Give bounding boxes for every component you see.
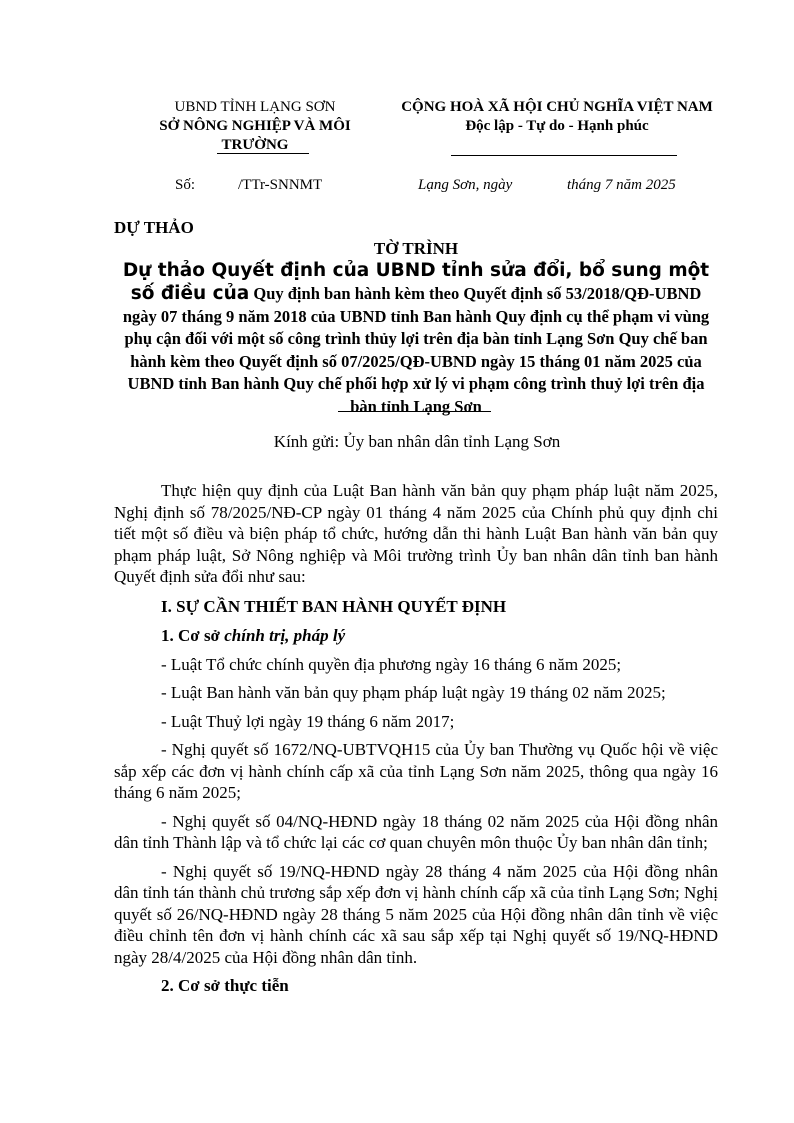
nation-name: CỘNG HOÀ XÃ HỘI CHỦ NGHĨA VIỆT NAM [401,99,713,115]
agency-underline [217,153,309,154]
subsection-heading [114,625,718,647]
subsection-number: 1. Cơ sở [161,625,225,645]
agency-parent: UBND TỈNH LẠNG SƠN [174,99,336,115]
subsection-title: chính trị, pháp lý [224,625,346,645]
doc-body [114,480,718,997]
list-item: - Luật Ban hành văn bản quy phạm pháp luật ngày 19 tháng 02 năm 2025; [161,683,666,702]
doc-date: tháng 7 năm 2025 [567,177,676,193]
subsection-heading: 2. Cơ sở thực tiễn [161,976,289,995]
list-item: - Nghị quyết số 19/NQ-HĐND ngày 28 tháng 4 năm 2025 của Hội đồng nhân dân tỉnh tán thành chủ trương sắp xếp đơn vị hành chính cấp xã của tỉnh Lạng Sơn; Nghị quyết số 26/NQ-HĐND ngày 28 tháng 5 năm 2025 của Hội đồng nhân dân tỉnh về việc điều chỉnh tên đơn vị hành chính các xã sau sắp xếp tại Nghị quyết số 19/NQ-HĐND ngày 28/4/2025 của Hội đồng nhân dân tỉnh. [114,861,718,967]
doc-subtitle [114,259,718,418]
recipient-line: Kính gửi: Ủy ban nhân dân tỉnh Lạng Sơn [273,432,561,451]
subtitle-underline [338,411,491,412]
doc-number-label: Số: [175,177,196,193]
list-item: - Nghị quyết số 1672/NQ-UBTVQH15 của Ủy ban Thường vụ Quốc hội về việc sắp xếp các đơn vị hành chính cấp xã của tỉnh Lạng Sơn năm 2025, thông qua ngày 16 tháng 6 năm 2025; [114,740,718,802]
subtitle-main: Dự thảo Quyết định của UBND tỉnh sửa đổi, bổ sung một số điều của [122,260,710,304]
doc-date-place: Lạng Sơn, ngày [418,177,513,193]
doc-number: /TTr-SNNMT [238,177,323,193]
doc-title: TỜ TRÌNH [373,239,459,258]
list-item: - Luật Thuỷ lợi ngày 19 tháng 6 năm 2017; [161,711,455,731]
intro-paragraph: Thực hiện quy định của Luật Ban hành văn bản quy phạm pháp luật năm 2025, Nghị định số 78/2025/NĐ-CP ngày 01 tháng 4 năm 2025 của Chính phủ quy định chi tiết một số điều và biện pháp tổ chức, hướng dẫn thi hành Luật Ban hành văn bản quy phạm pháp luật, Sở Nông nghiệp và Môi trường trình Ủy ban nhân dân tỉnh ban hành Quyết định sửa đổi như sau: [114,481,718,586]
section-heading: I. SỰ CẦN THIẾT BAN HÀNH QUYẾT ĐỊNH [161,596,507,616]
motto: Độc lập - Tự do - Hạnh phúc [465,118,649,134]
motto-underline [451,155,677,156]
list-item: - Luật Tổ chức chính quyền địa phương ngày 16 tháng 6 năm 2025; [161,654,622,674]
national-motto [398,98,716,136]
agency-name: SỞ NÔNG NGHIỆP VÀ MÔI TRƯỜNG [159,118,351,153]
draft-label: DỰ THẢO [114,218,194,237]
issuing-agency [130,98,380,155]
list-item: - Nghị quyết số 04/NQ-HĐND ngày 18 tháng 02 năm 2025 của Hội đồng nhân dân tỉnh Thành lập và tổ chức lại các cơ quan chuyên môn thuộc Ủy ban nhân dân tỉnh; [114,811,718,852]
subtitle-detail: Quy định ban hành kèm theo Quyết định số 53/2018/QĐ-UBND ngày 07 tháng 9 năm 2018 của UBND tỉnh Ban hành Quy định cụ thể phạm vi vùng phụ cận đối với một số công trình thủy lợi trên địa bàn tỉnh Lạng Sơn Quy chế ban hành kèm theo Quyết định số 07/2025/QĐ-UBND ngày 15 tháng 01 năm 2025 của UBND tỉnh Ban hành Quy chế phối hợp xử lý vi phạm công trình thuỷ lợi trên địa bàn tỉnh Lạng Sơn [122,284,710,416]
